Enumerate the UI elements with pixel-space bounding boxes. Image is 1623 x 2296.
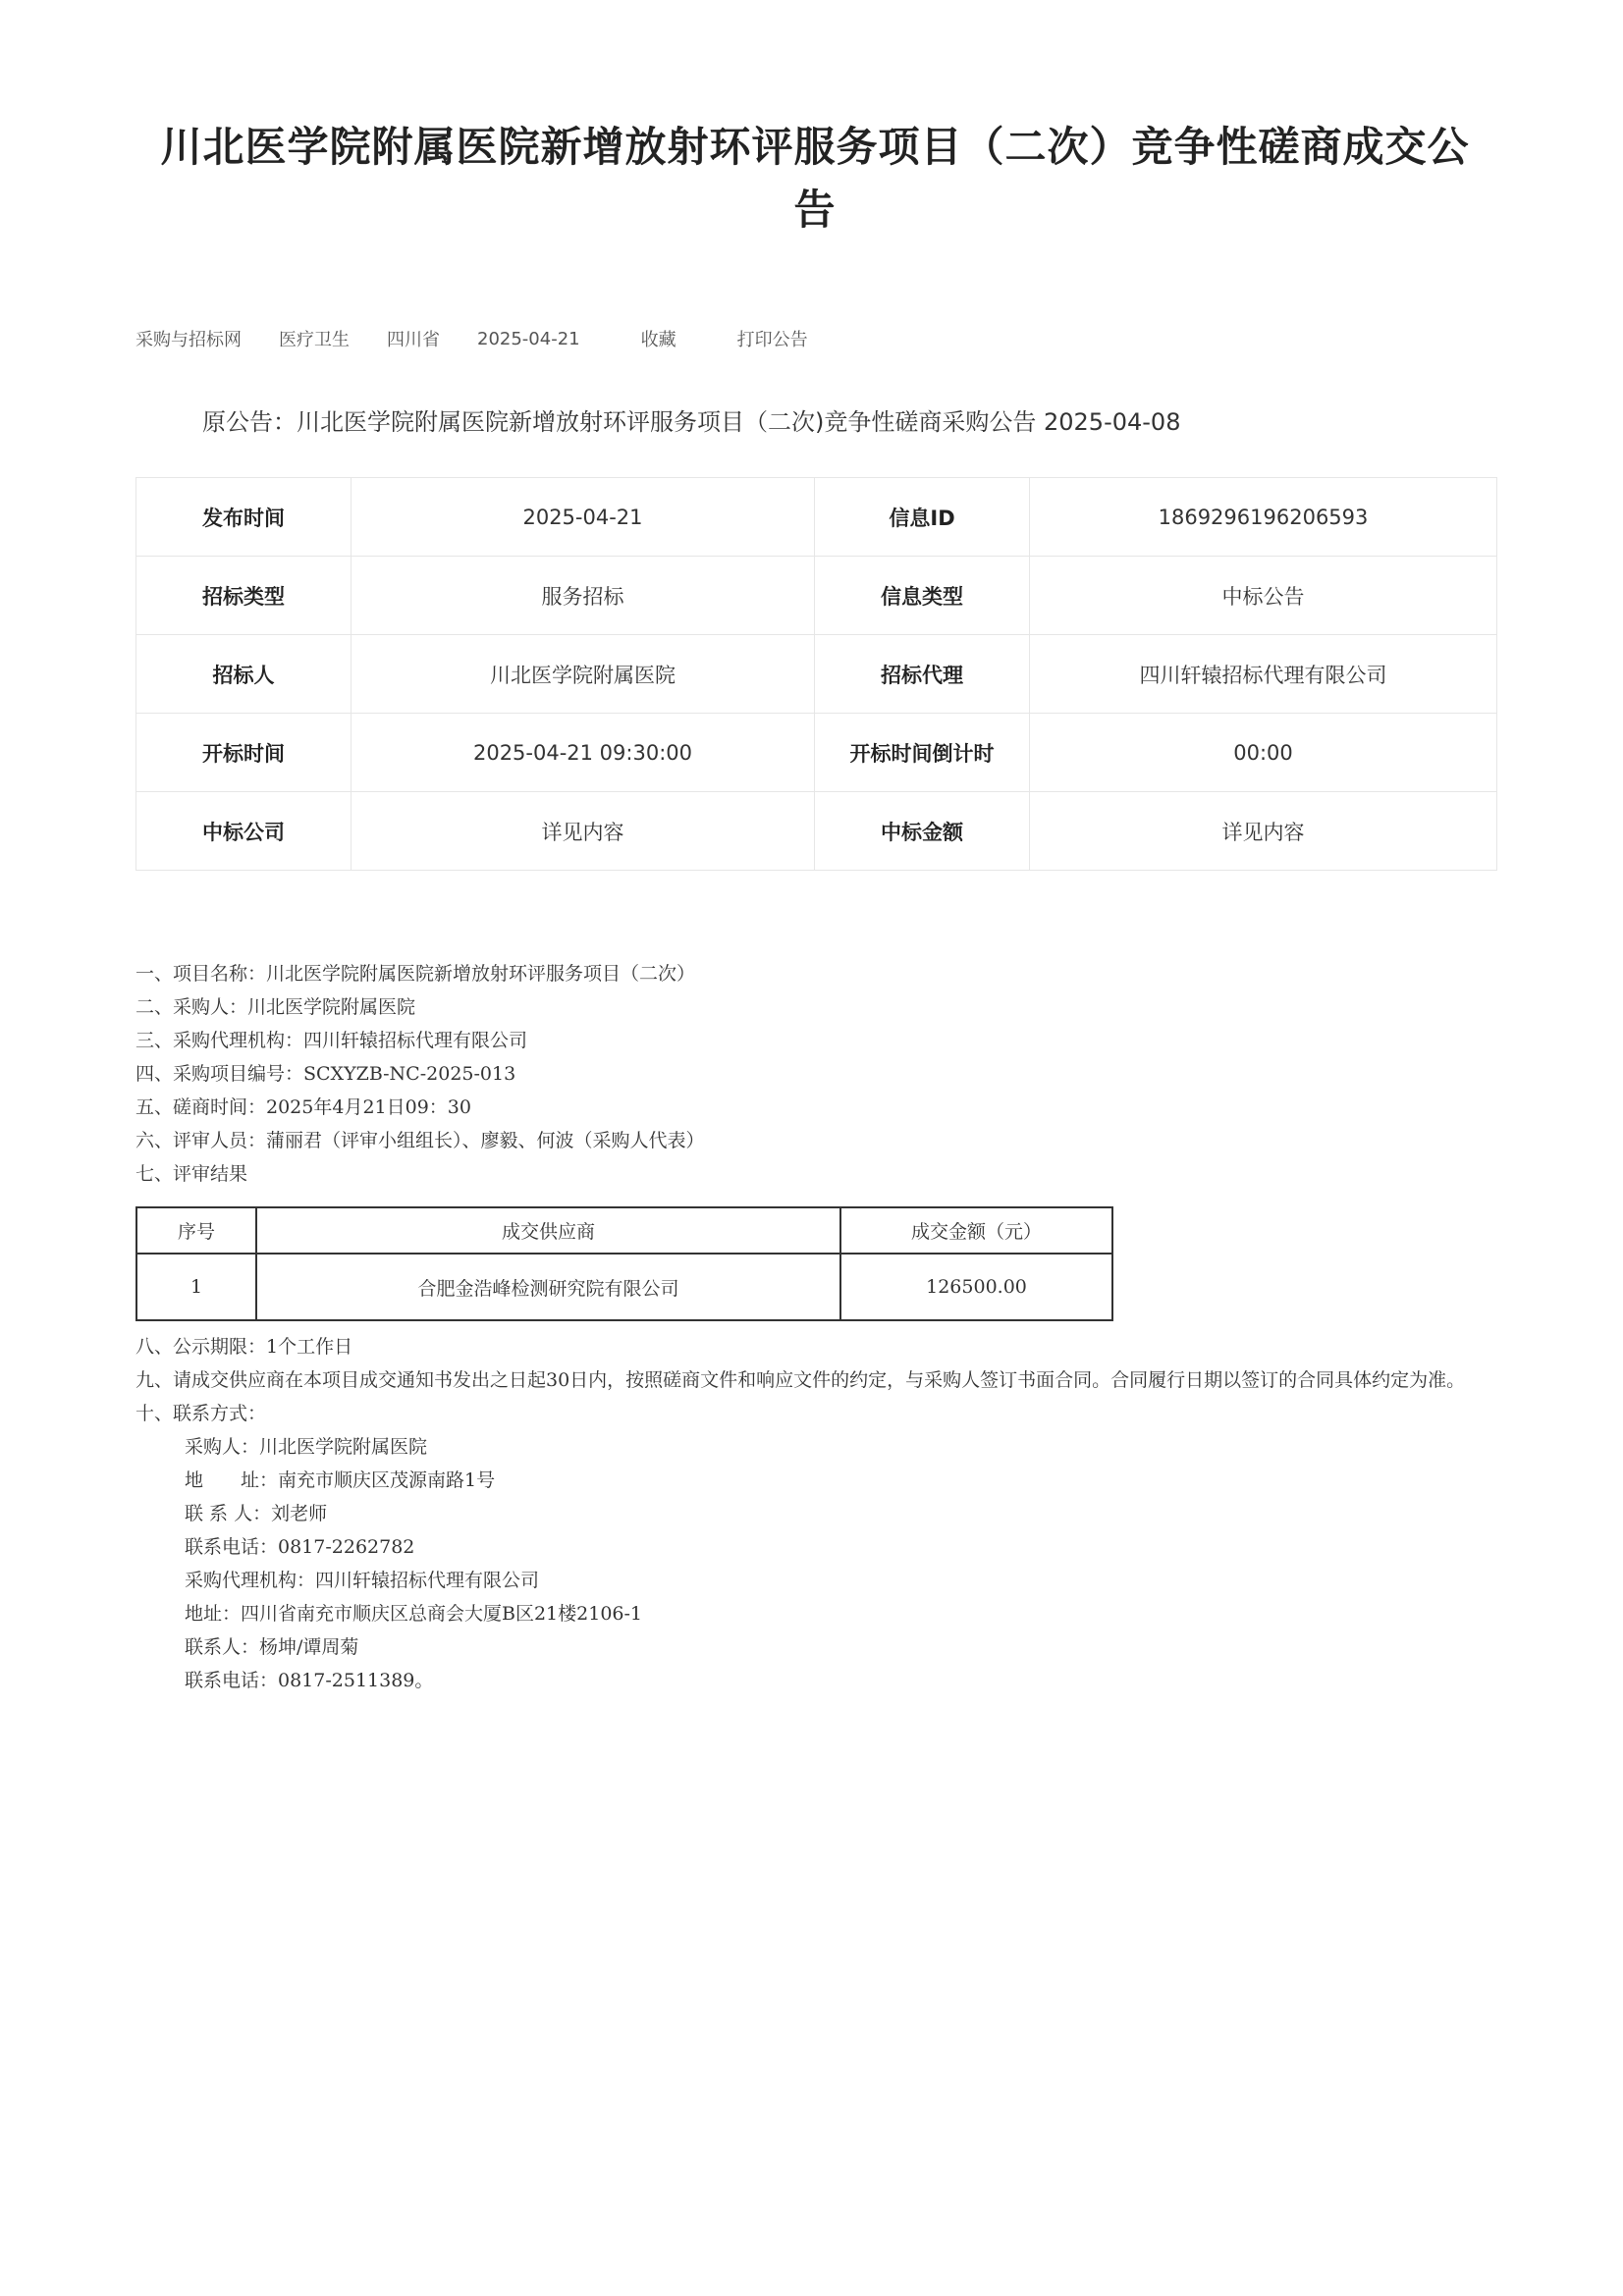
page-title (137, 116, 1492, 241)
result-cell: 126500.00 (840, 1254, 1112, 1320)
info-key: 开标时间 (136, 714, 352, 792)
info-value: 详见内容 (352, 792, 815, 871)
body-line: 三、采购代理机构：四川轩辕招标代理有限公司 (135, 1030, 528, 1051)
contact-line: 联系人：杨坤/谭周菊 (185, 1636, 359, 1658)
body-line: 四、采购项目编号：SCXYZB-NC-2025-013 (135, 1063, 516, 1085)
info-value: 四川轩辕招标代理有限公司 (1030, 635, 1497, 714)
contact-line: 联系电话：0817-2262782 (185, 1536, 415, 1558)
body-line: 二、采购人：川北医学院附属医院 (135, 996, 416, 1018)
info-row (136, 635, 1497, 714)
contact-line: 地址：四川省南充市顺庆区总商会大厦B区21楼2106-1 (185, 1603, 643, 1625)
info-value: 川北医学院附属医院 (352, 635, 815, 714)
info-key: 信息ID (815, 478, 1030, 557)
info-key: 开标时间倒计时 (815, 714, 1030, 792)
original-notice-link[interactable]: 川北医学院附属医院新增放射环评服务项目（二次)竞争性磋商采购公告 2025-04-08 (297, 408, 1181, 436)
info-value: 服务招标 (352, 557, 815, 635)
contact-line: 联系电话：0817-2511389。 (185, 1670, 434, 1691)
info-value: 详见内容 (1030, 792, 1497, 871)
meta-source-link[interactable]: 采购与招标网 (135, 330, 242, 350)
notice-body (135, 957, 1510, 1191)
body-line: 七、评审结果 (135, 1163, 248, 1185)
info-key: 信息类型 (815, 557, 1030, 635)
info-row (136, 478, 1497, 557)
info-row (136, 792, 1497, 871)
original-notice (202, 402, 1180, 437)
contact-heading: 十、联系方式： (135, 1403, 267, 1424)
info-value: 00:00 (1030, 714, 1497, 792)
favorite-button[interactable]: 收藏 (640, 330, 676, 350)
info-key: 招标人 (136, 635, 352, 714)
meta-industry-link[interactable]: 医疗卫生 (279, 330, 350, 350)
contact-line: 联 系 人：刘老师 (185, 1503, 328, 1524)
contact-line: 采购代理机构：四川轩辕招标代理有限公司 (185, 1570, 540, 1591)
result-table (135, 1206, 1113, 1321)
info-value: 中标公告 (1030, 557, 1497, 635)
result-header-row (136, 1207, 1112, 1254)
notice-tail (135, 1330, 1510, 1697)
result-cell: 合肥金浩峰检测研究院有限公司 (256, 1254, 840, 1320)
print-button[interactable]: 打印公告 (736, 330, 808, 350)
info-key: 中标公司 (136, 792, 352, 871)
info-key: 发布时间 (136, 478, 352, 557)
body-line: 一、项目名称：川北医学院附属医院新增放射环评服务项目（二次） (135, 963, 696, 985)
page-title-line1: 川北医学院附属医院新增放射环评服务项目（二次）竞争性磋商成交公 (160, 123, 1470, 171)
info-row (136, 557, 1497, 635)
contact-line: 采购人：川北医学院附属医院 (185, 1436, 428, 1458)
result-header-cell: 成交供应商 (256, 1207, 840, 1254)
body-line: 五、磋商时间：2025年4月21日09：30 (135, 1096, 471, 1118)
body-line: 六、评审人员：蒲丽君（评审小组组长）、廖毅、何波（采购人代表） (135, 1130, 705, 1151)
info-key: 中标金额 (815, 792, 1030, 871)
original-notice-prefix: 原公告： (202, 408, 297, 436)
result-row (136, 1254, 1112, 1320)
info-key: 招标类型 (136, 557, 352, 635)
info-key: 招标代理 (815, 635, 1030, 714)
contract-note: 九、请成交供应商在本项目成交通知书发出之日起30日内，按照磋商文件和响应文件的约定，与采购人签订书面合同。合同履行日期以签订的合同具体约定为准。 (135, 1369, 1466, 1391)
result-header-cell: 成交金额（元） (840, 1207, 1112, 1254)
publicity-period: 八、公示期限：1个工作日 (135, 1336, 353, 1358)
meta-bar (135, 326, 808, 351)
result-cell: 1 (136, 1254, 256, 1320)
info-value: 2025-04-21 09:30:00 (352, 714, 815, 792)
info-value: 2025-04-21 (352, 478, 815, 557)
page-title-line2: 告 (793, 186, 837, 234)
info-row (136, 714, 1497, 792)
info-table (135, 477, 1497, 871)
info-value: 1869296196206593 (1030, 478, 1497, 557)
contact-line: 地 址：南充市顺庆区茂源南路1号 (185, 1469, 496, 1491)
result-header-cell: 序号 (136, 1207, 256, 1254)
meta-date: 2025-04-21 (477, 328, 580, 349)
meta-region-link[interactable]: 四川省 (387, 330, 440, 350)
